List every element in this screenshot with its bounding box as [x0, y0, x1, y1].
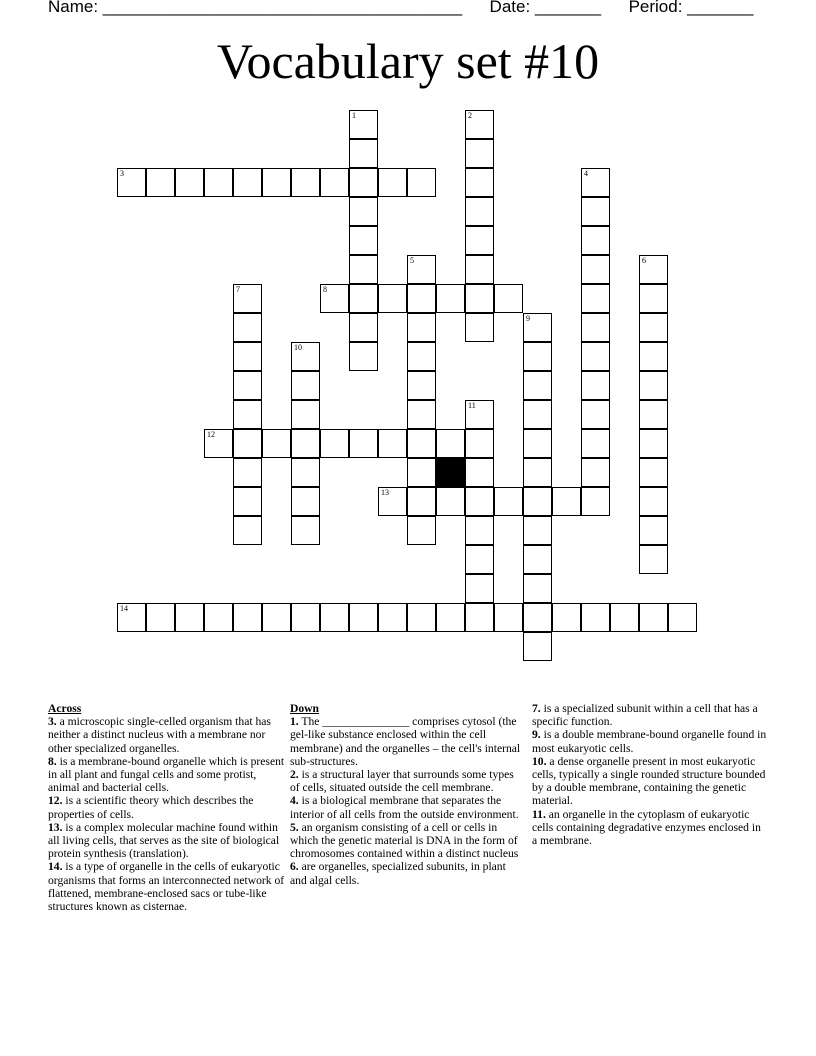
crossword-cell[interactable] [291, 487, 320, 516]
clue-number-label: 7. [532, 702, 541, 715]
clue-text: are organelles, specialized subunits, in plant and algal cells. [290, 860, 506, 887]
clue-number: 9 [526, 314, 530, 323]
crossword-cell[interactable] [465, 545, 494, 574]
period-field[interactable]: Period: _______ [628, 0, 754, 16]
clue-text: is a membrane-bound organelle which is present in all plant and fungal cells and some protist, animal and bacterial cells. [48, 754, 285, 795]
crossword-cell[interactable] [639, 545, 668, 574]
crossword-cell[interactable] [465, 603, 494, 632]
clue-item [48, 821, 286, 861]
crossword-cell[interactable] [465, 110, 494, 139]
crossword-cell[interactable] [639, 284, 668, 313]
crossword-cell[interactable] [494, 284, 523, 313]
crossword-cell[interactable] [291, 342, 320, 371]
crossword-cell[interactable] [349, 255, 378, 284]
crossword-cell[interactable] [349, 168, 378, 197]
clue-number-label: 4. [290, 794, 299, 808]
crossword-cell[interactable] [465, 458, 494, 487]
crossword-cell[interactable] [523, 342, 552, 371]
clue-number-label: 6. [290, 860, 299, 874]
clue-text: is a biological membrane that separates the interior of all cells from the outside environment. [290, 794, 519, 821]
crossword-cell[interactable] [581, 371, 610, 400]
clue-item [532, 755, 768, 808]
clue-text: is a specialized subunit within a cell that has a specific function. [532, 702, 758, 729]
clue-text: is a scientific theory which describes the properties of cells. [48, 794, 254, 821]
crossword-cell[interactable] [407, 255, 436, 284]
crossword-cell[interactable] [581, 400, 610, 429]
crossword-cell[interactable] [117, 168, 146, 197]
crossword-cell[interactable] [233, 371, 262, 400]
clue-number-label: 14. [48, 860, 63, 874]
crossword-cell[interactable] [233, 458, 262, 487]
crossword-cell[interactable] [523, 458, 552, 487]
crossword-cell[interactable] [378, 429, 407, 458]
clue-text: a dense organelle present in most eukaryotic cells, typically a single rounded structure bounded by a double membrane, containing the genetic material. [532, 754, 766, 808]
clue-number: 7 [236, 285, 240, 294]
clue-number-label: 1. [290, 715, 299, 729]
clue-number: 14 [120, 604, 128, 613]
clue-item [48, 860, 286, 913]
clue-item [48, 755, 286, 795]
crossword-cell[interactable] [523, 603, 552, 632]
crossword-cell[interactable] [378, 284, 407, 313]
crossword-cell[interactable] [581, 313, 610, 342]
crossword-cell[interactable] [291, 458, 320, 487]
crossword-cell[interactable] [465, 487, 494, 516]
crossword-cell[interactable] [523, 516, 552, 545]
clue-text: is a type of organelle in the cells of eukaryotic organisms that forms an interconnected network of flattened, membrane-enclosed sacs or tube-like structures known as cisternae. [48, 860, 285, 914]
down-clues-continued [532, 702, 768, 847]
crossword-cell[interactable] [204, 429, 233, 458]
crossword-cell[interactable] [581, 197, 610, 226]
crossword-cell[interactable] [233, 487, 262, 516]
crossword-cell[interactable] [320, 429, 349, 458]
clue-item [290, 768, 524, 794]
crossword-cell[interactable] [523, 371, 552, 400]
clue-number: 5 [410, 256, 414, 265]
crossword-cell[interactable] [581, 429, 610, 458]
crossword-cell[interactable] [523, 574, 552, 603]
crossword-cell[interactable] [349, 342, 378, 371]
crossword-cell[interactable] [291, 429, 320, 458]
crossword-cell[interactable] [291, 400, 320, 429]
crossword-cell[interactable] [291, 603, 320, 632]
clue-number: 6 [642, 256, 646, 265]
crossword-cell[interactable] [378, 603, 407, 632]
crossword-cell[interactable] [465, 400, 494, 429]
clue-number-label: 2. [290, 768, 299, 782]
clue-text: The _______________ comprises cytosol (the gel-like substance enclosed within the cell membrane) and the organelles – the cell's internal sub-structures. [290, 715, 521, 768]
crossword-cell[interactable] [320, 168, 349, 197]
crossword-cell[interactable] [262, 168, 291, 197]
clue-text: is a complex molecular machine found within all living cells, that serves as the site of biological protein synthesis (translation). [48, 820, 280, 861]
crossword-cell[interactable] [581, 168, 610, 197]
crossword-cell[interactable] [349, 284, 378, 313]
crossword-cell[interactable] [291, 168, 320, 197]
crossword-cell[interactable] [581, 603, 610, 632]
clue-number-label: 9. [532, 728, 541, 742]
clue-text: a microscopic single-celled organism that has neither a distinct nucleus with a membrane nor other specialized organelles. [48, 715, 271, 755]
clue-number-label: 10. [532, 754, 547, 768]
crossword-cell[interactable] [436, 603, 465, 632]
crossword-cell[interactable] [639, 313, 668, 342]
clue-number: 1 [352, 111, 356, 120]
crossword-cell[interactable] [349, 110, 378, 139]
clue-text: is a structural layer that surrounds some types of cells, situated outside the cell membrane. [290, 768, 514, 795]
crossword-cell[interactable] [291, 371, 320, 400]
clue-item [48, 715, 286, 755]
clue-number-label: 5. [290, 820, 299, 834]
crossword-cell[interactable] [233, 313, 262, 342]
crossword-cell[interactable] [349, 429, 378, 458]
crossword-cell[interactable] [639, 255, 668, 284]
crossword-cell[interactable] [523, 545, 552, 574]
crossword-cell[interactable] [494, 487, 523, 516]
crossword-cell[interactable] [320, 603, 349, 632]
crossword-cell[interactable] [465, 197, 494, 226]
crossword-cell[interactable] [407, 603, 436, 632]
crossword-cell[interactable] [349, 603, 378, 632]
clue-number: 2 [468, 111, 472, 120]
crossword-cell[interactable] [639, 400, 668, 429]
crossword-cell[interactable] [349, 226, 378, 255]
crossword-cell[interactable] [436, 487, 465, 516]
clue-item [290, 860, 524, 886]
clue-item [48, 794, 286, 820]
crossword-cell[interactable] [639, 429, 668, 458]
crossword-cell[interactable] [378, 487, 407, 516]
across-heading: Across [48, 702, 82, 715]
crossword-cell[interactable] [146, 168, 175, 197]
clue-number: 8 [323, 285, 327, 294]
clue-number: 12 [207, 430, 215, 439]
crossword-cell[interactable] [581, 284, 610, 313]
crossword-cell[interactable] [407, 168, 436, 197]
crossword-cell[interactable] [581, 255, 610, 284]
crossword-cell[interactable] [407, 429, 436, 458]
clue-item [290, 715, 524, 768]
crossword-cell[interactable] [407, 342, 436, 371]
crossword-cell[interactable] [146, 603, 175, 632]
crossword-cell[interactable] [407, 284, 436, 313]
crossword-cell[interactable] [378, 168, 407, 197]
crossword-cell[interactable] [581, 487, 610, 516]
clue-text: is a double membrane-bound organelle found in most eukaryotic cells. [532, 728, 767, 755]
clue-number: 13 [381, 488, 389, 497]
crossword-cell[interactable] [610, 603, 639, 632]
crossword-cell[interactable] [175, 603, 204, 632]
clue-text: an organelle in the cytoplasm of eukaryotic cells containing degradative enzymes enclosed in a membrane. [532, 807, 761, 848]
down-heading: Down [290, 702, 319, 715]
crossword-cell[interactable] [407, 516, 436, 545]
crossword-cell[interactable] [233, 516, 262, 545]
clue-number-label: 12. [48, 794, 63, 808]
clue-item [290, 794, 524, 820]
down-clues [290, 702, 524, 887]
clue-number-label: 13. [48, 820, 63, 834]
crossword-cell[interactable] [581, 458, 610, 487]
crossword-cell[interactable] [523, 487, 552, 516]
clue-item [532, 808, 768, 848]
crossword-cell[interactable] [465, 313, 494, 342]
crossword-cell[interactable] [639, 603, 668, 632]
crossword-cell[interactable] [204, 603, 233, 632]
crossword-cell[interactable] [233, 603, 262, 632]
crossword-cell[interactable] [233, 342, 262, 371]
crossword-cell[interactable] [639, 458, 668, 487]
crossword-cell[interactable] [407, 313, 436, 342]
crossword-cell[interactable] [465, 574, 494, 603]
crossword-cell[interactable] [407, 458, 436, 487]
clue-item [532, 728, 768, 754]
block-cell [436, 458, 465, 487]
crossword-cell[interactable] [233, 429, 262, 458]
crossword-cell[interactable] [465, 284, 494, 313]
clue-number-label: 11. [532, 807, 546, 821]
crossword-cell[interactable] [668, 603, 697, 632]
crossword-cell[interactable] [581, 226, 610, 255]
clue-number: 11 [468, 401, 476, 410]
crossword-cell[interactable] [233, 284, 262, 313]
crossword-cell[interactable] [233, 168, 262, 197]
crossword-cell[interactable] [175, 168, 204, 197]
crossword-cell[interactable] [407, 487, 436, 516]
crossword-cell[interactable] [407, 371, 436, 400]
name-field[interactable]: Name: ______________________________________ [48, 0, 463, 16]
crossword-cell[interactable] [494, 603, 523, 632]
crossword-cell[interactable] [204, 168, 233, 197]
crossword-cell[interactable] [262, 603, 291, 632]
clue-text: an organism consisting of a cell or cells in which the genetic material is DNA in the form of chromosomes contained within a distinct nucleus [290, 820, 519, 861]
crossword-cell[interactable] [639, 371, 668, 400]
crossword-cell[interactable] [639, 342, 668, 371]
clue-number-label: 8. [48, 754, 57, 768]
clue-number: 10 [294, 343, 302, 352]
crossword-cell[interactable] [523, 400, 552, 429]
crossword-cell[interactable] [465, 139, 494, 168]
crossword-cell[interactable] [523, 313, 552, 342]
crossword-cell[interactable] [465, 429, 494, 458]
crossword-cell[interactable] [465, 226, 494, 255]
clue-number: 3 [120, 169, 124, 178]
date-field[interactable]: Date: _______ [489, 0, 602, 16]
page-title: Vocabulary set #10 [216, 33, 600, 89]
across-clues [48, 702, 286, 913]
crossword-cell[interactable] [349, 313, 378, 342]
crossword-cell[interactable] [465, 168, 494, 197]
clue-number: 4 [584, 169, 588, 178]
crossword-cell[interactable] [262, 429, 291, 458]
clue-item [532, 702, 768, 728]
crossword-cell[interactable] [349, 197, 378, 226]
crossword-cell[interactable] [523, 429, 552, 458]
crossword-cell[interactable] [523, 632, 552, 661]
crossword-cell[interactable] [320, 284, 349, 313]
crossword-cell[interactable] [639, 487, 668, 516]
crossword-cell[interactable] [465, 255, 494, 284]
crossword-cell[interactable] [581, 342, 610, 371]
crossword-cell[interactable] [117, 603, 146, 632]
crossword-cell[interactable] [436, 429, 465, 458]
crossword-cell[interactable] [349, 139, 378, 168]
clue-number-label: 3. [48, 715, 57, 729]
crossword-cell[interactable] [465, 516, 494, 545]
crossword-cell[interactable] [291, 516, 320, 545]
crossword-cell[interactable] [233, 400, 262, 429]
crossword-cell[interactable] [436, 284, 465, 313]
crossword-cell[interactable] [552, 603, 581, 632]
crossword-cell[interactable] [639, 516, 668, 545]
crossword-cell[interactable] [552, 487, 581, 516]
clue-item [290, 821, 524, 861]
crossword-cell[interactable] [407, 400, 436, 429]
